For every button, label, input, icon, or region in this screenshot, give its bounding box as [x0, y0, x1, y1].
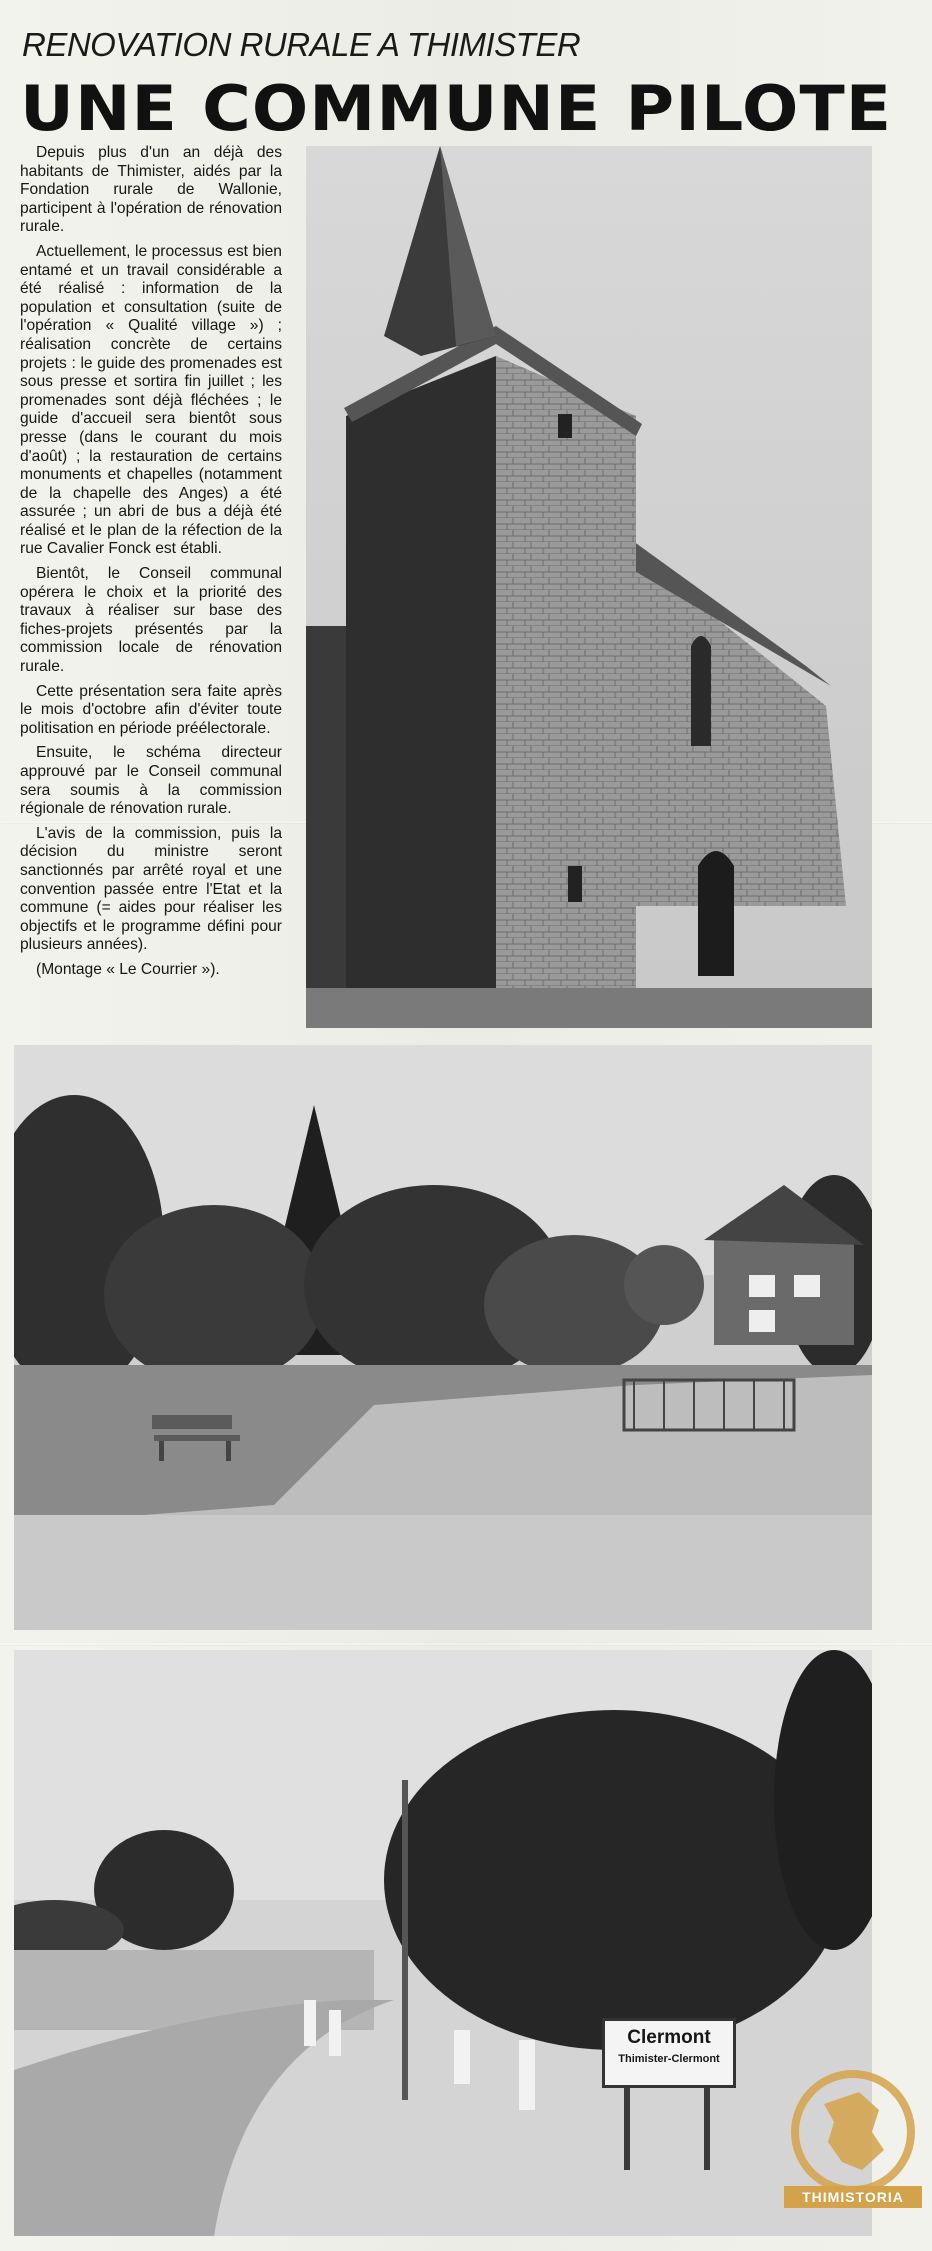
sign-title: Clermont: [627, 2027, 711, 2048]
article-kicker: RENOVATION RURALE A THIMISTER: [22, 26, 581, 63]
paragraph: Cette présentation sera faite après le mois d'octobre afin d'éviter toute politisation en période préélectorale.: [20, 682, 282, 737]
landscape-illustration: [14, 1045, 872, 1630]
paragraph: Bientôt, le Conseil communal opérera le choix et la priorité des travaux à réaliser sur base des fiches-projets présentés par la commission locale de rénovation rurale.: [20, 565, 282, 676]
church-illustration: [306, 146, 872, 1028]
article-body: [20, 144, 282, 986]
sign-subtitle: Thimister-Clermont: [618, 2053, 720, 2065]
article-headline: UNE COMMUNE PILOTE: [20, 72, 893, 145]
paragraph: L'avis de la commission, puis la décision du ministre seront sanctionnés par arrêté royal et une convention passée entre l'Etat et la commune (= aides pour réaliser les objectifs et le programme défini pour plusieurs années).: [20, 824, 282, 954]
photo-credit: (Montage « Le Courrier »).: [36, 960, 220, 978]
church-photo: [306, 146, 872, 1028]
paragraph: Ensuite, le schéma directeur approuvé par le Conseil communal sera soumis à la commission régionale de rénovation rurale.: [20, 744, 282, 818]
place-name-sign: [602, 2018, 736, 2088]
clermont-road-photo: [14, 1650, 872, 2236]
village-road-photo: [14, 1045, 872, 1630]
thimistoria-logo: [784, 2070, 922, 2220]
paper-fold: [0, 1642, 932, 1646]
paragraph: Depuis plus d'un an déjà des habitants de Thimister, aidés par la Fondation rurale de Wallonie, participent à l'opération de rénovation rurale.: [20, 144, 282, 236]
paragraph: Actuellement, le processus est bien entamé et un travail considérable a été réalisé : information de la population et consultation (suite de l'opération « Qualité village ») ; réalisation concrète de certains projets : le guide des promenades est sous presse et sortira fin juillet ; les promenades sont déjà fléchées ; le guide d'accueil sera bientôt sous presse (dans le courant du mois d'août) ; la restauration de certains monuments et chapelles (notamment de la chapelle des Anges) a été assurée ; un abri de bus a déjà été réalisé et le plan de la réfection de la rue Cavalier Fonck est établi.: [20, 242, 282, 558]
watermark-label: THIMISTORIA: [784, 2186, 922, 2208]
landscape-illustration: [14, 1650, 872, 2236]
